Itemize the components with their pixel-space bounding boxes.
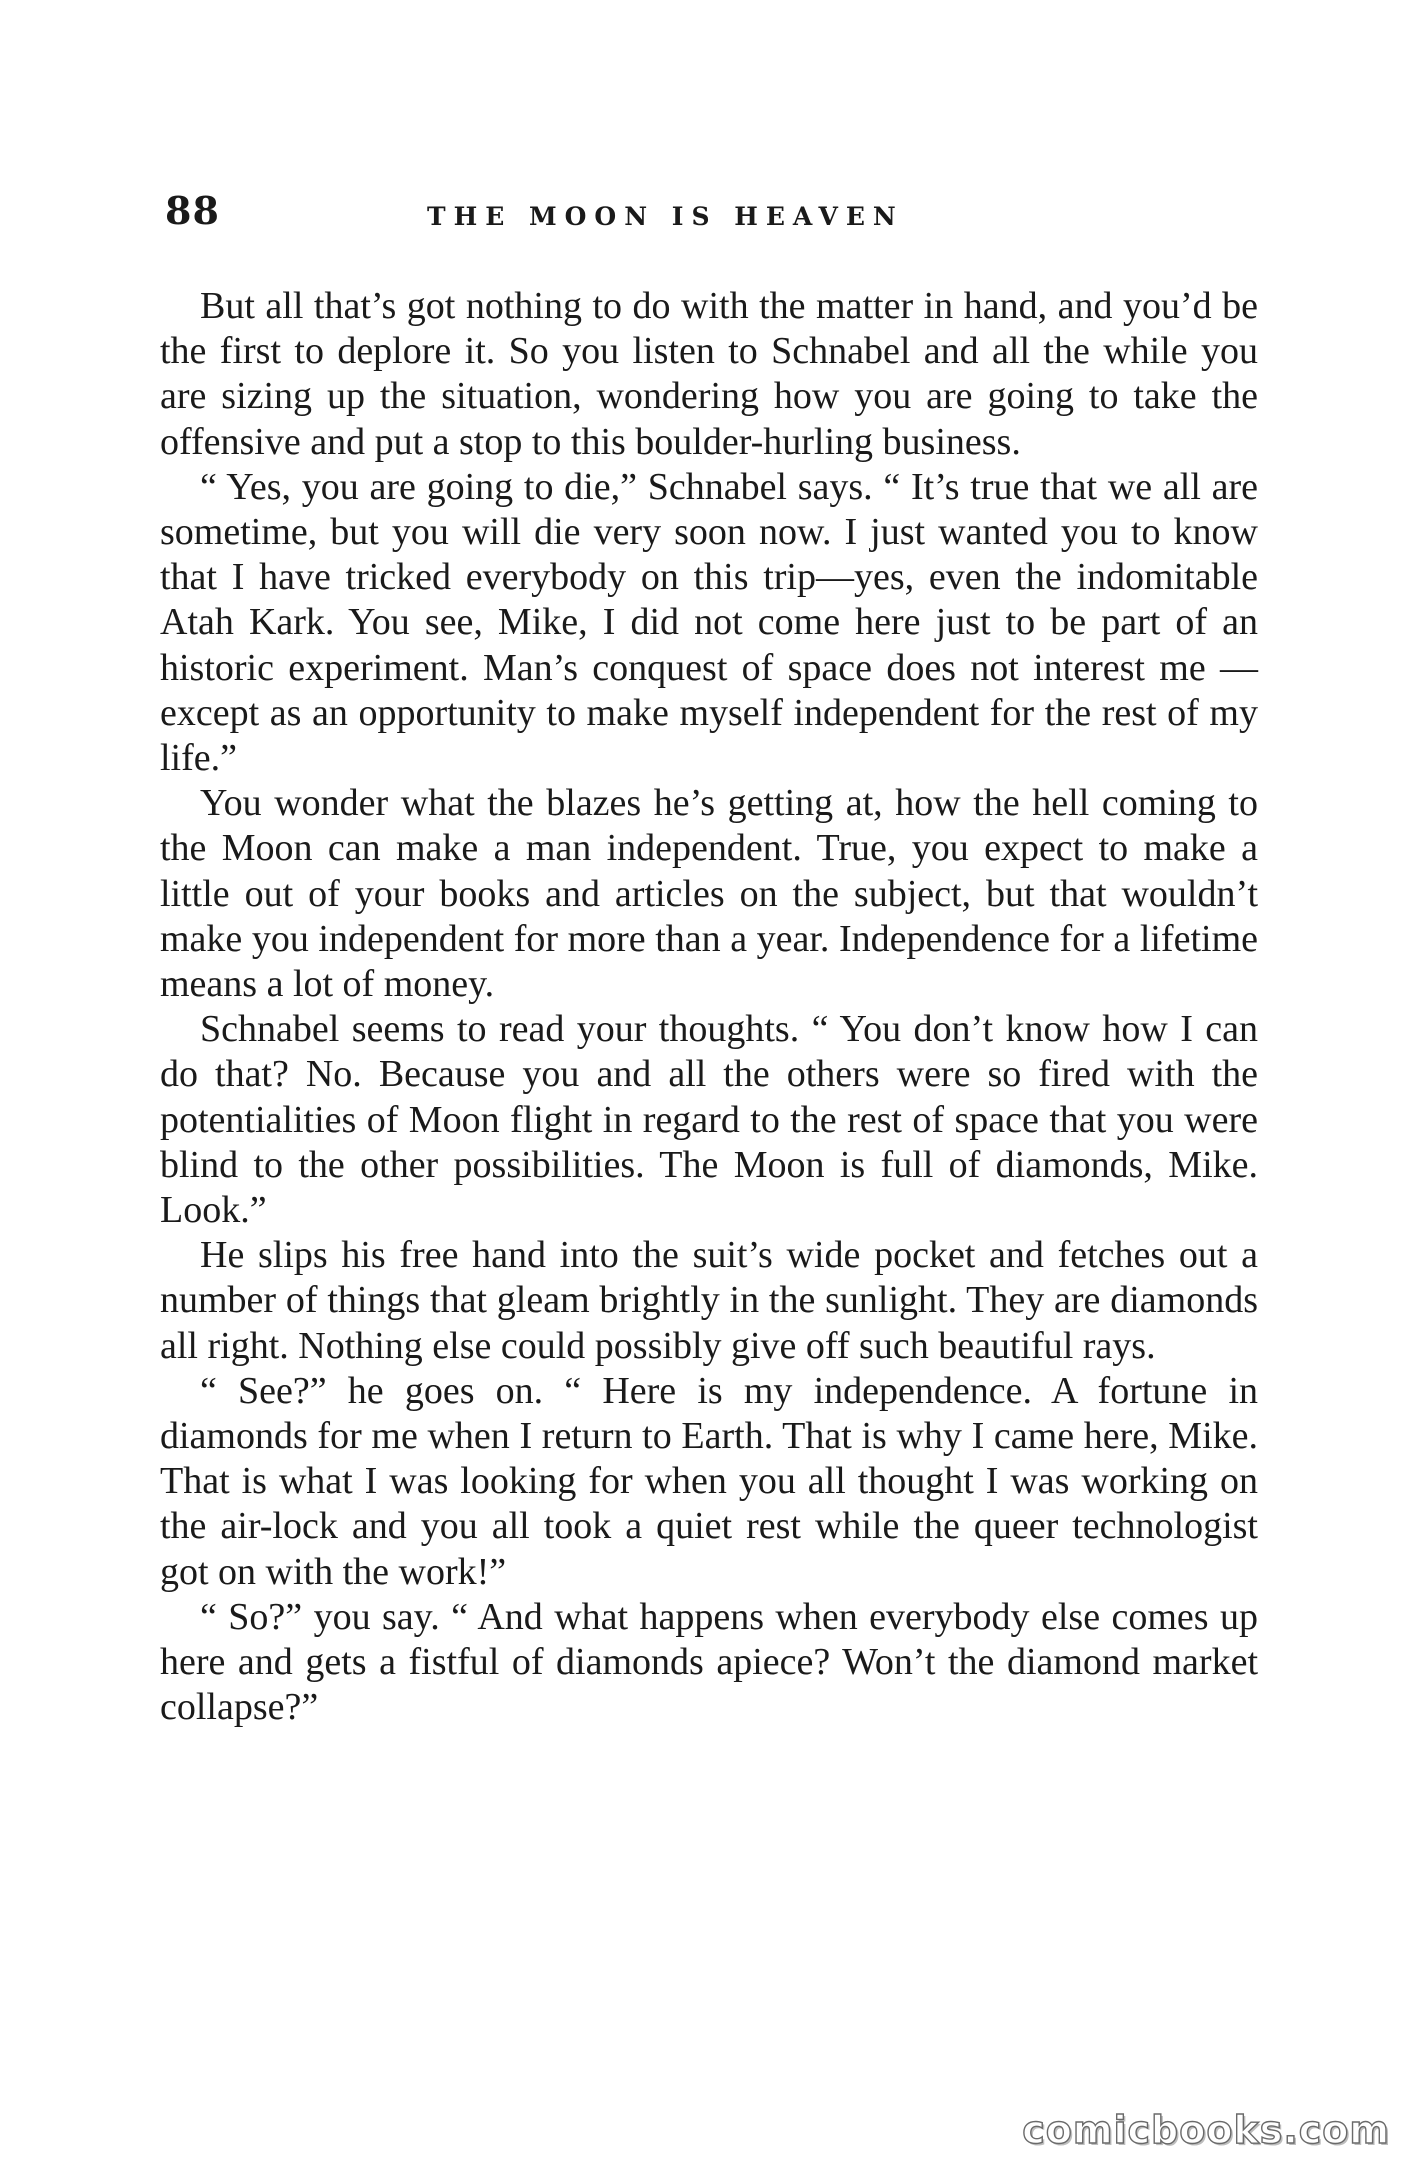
page-number: 88 (165, 188, 220, 233)
paragraph: You wonder what the blazes he’s getting at, how the hell coming to the Moon can make a man independent. True, you expect to make a little out of your books and articles on the subject, but that wouldn’t make you independent for more than a year. Independence for a lifetime means a lot of money. (160, 782, 1258, 1006)
paragraph: But all that’s got nothing to do with the matter in hand, and you’d be the first to deplore it. So you listen to Schnabel and all the while you are sizing up the situation, wondering how you are going to take the offensive and put a stop to this boulder-hurling business. (160, 285, 1258, 463)
paragraph: “ Yes, you are going to die,” Schnabel says. “ It’s true that we all are sometime, but you will die very soon now. I just wanted you to know that I have tricked everybody on this trip—yes, even the indomitable Atah Kark. You see, Mike, I did not come here just to be part of an historic experiment. Man’s conquest of space does not interest me —except as an opportunity to make myself independent for the rest of my life.” (160, 465, 1258, 780)
paragraph: He slips his free hand into the suit’s wide pocket and fetches out a number of things that gleam brightly in the sunlight. They are diamonds all right. Nothing else could possibly give off such beautiful rays. (160, 1234, 1258, 1367)
paragraph: “ So?” you say. “ And what happens when everybody else comes up here and gets a fistful of diamonds apiece? Won’t the diamond market collapse?” (160, 1595, 1258, 1729)
watermark-logo: comicbooks.com (1022, 2108, 1390, 2152)
paragraph: “ See?” he goes on. “ Here is my independence. A fortune in diamonds for me when I return to Earth. That is why I came here, Mike. That is what I was looking for when you all thought I was working on the air-lock and you all took a quiet rest while the queer technologist got on with the work!” (160, 1369, 1258, 1593)
paragraph: Schnabel seems to read your thoughts. “ You don’t know how I can do that? No. Because you and all the others were so fired with the potentialities of Moon flight in regard to the rest of space that you were blind to the other possibilities. The Moon is full of diamonds, Mike. Look.” (160, 1008, 1258, 1232)
running-title: THE MOON IS HEAVEN (427, 202, 904, 231)
body-text (160, 284, 1258, 1731)
page-header (165, 188, 1265, 248)
